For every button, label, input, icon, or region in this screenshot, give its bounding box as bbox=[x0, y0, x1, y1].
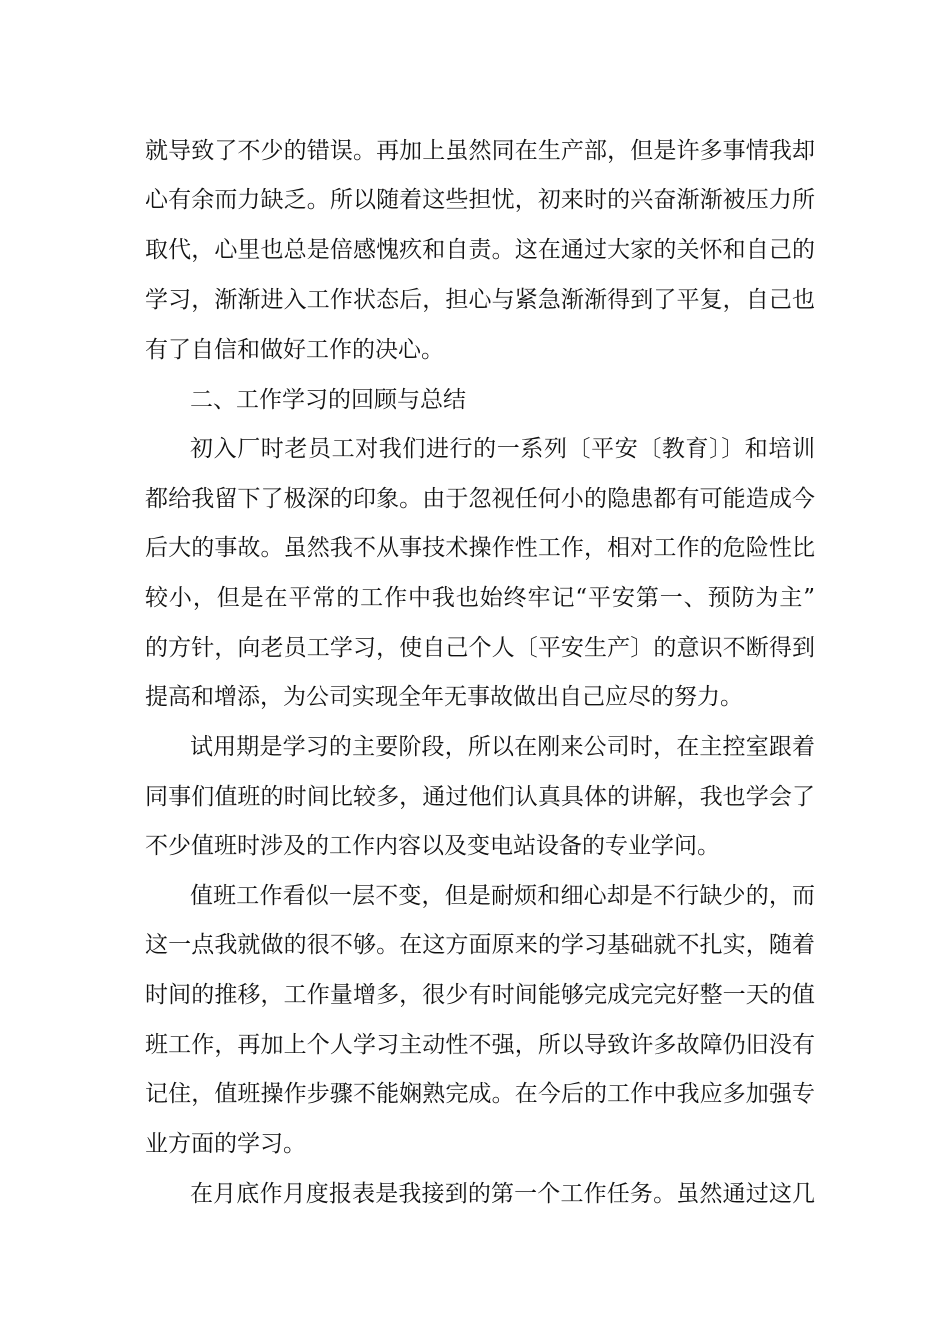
paragraph-line: 班工作，再加上个人学习主动性不强，所以导致许多故障仍旧没有 bbox=[145, 1032, 815, 1058]
paragraph-line: 试用期是学习的主要阶段，所以在刚来公司时，在主控室跟着 bbox=[190, 734, 815, 760]
paragraph-line: 记住，值班操作步骤不能娴熟完成。在今后的工作中我应多加强专 bbox=[145, 1081, 815, 1107]
paragraph-line: 有了自信和做好工作的决心。 bbox=[145, 337, 444, 363]
paragraph-line: 都给我留下了极深的印象。由于忽视任何小的隐患都有可能造成今 bbox=[145, 486, 815, 512]
paragraph-line: 就导致了不少的错误。再加上虽然同在生产部，但是许多事情我却 bbox=[145, 138, 815, 164]
paragraph-line: 初入厂时老员工对我们进行的一系列〔平安〔教育〕〕和培训 bbox=[190, 436, 815, 462]
paragraph-line: 这一点我就做的很不够。在这方面原来的学习基础就不扎实，随着 bbox=[145, 932, 815, 958]
paragraph-line: 不少值班时涉及的工作内容以及变电站设备的专业学问。 bbox=[145, 833, 720, 859]
paragraph-line: 的方针，向老员工学习，使自己个人〔平安生产〕的意识不断得到 bbox=[145, 635, 815, 661]
paragraph-line: 较小，但是在平常的工作中我也始终牢记“平安第一、预防为主” bbox=[145, 585, 815, 611]
paragraph-line: 在月底作月度报表是我接到的第一个工作任务。虽然通过这几 bbox=[190, 1181, 815, 1207]
paragraph-line: 同事们值班的时间比较多，通过他们认真具体的讲解，我也学会了 bbox=[145, 784, 815, 810]
paragraph-line: 值班工作看似一层不变，但是耐烦和细心却是不行缺少的，而 bbox=[190, 883, 815, 909]
paragraph-line: 取代，心里也总是倍感愧疚和自责。这在通过大家的关怀和自己的 bbox=[145, 237, 815, 263]
paragraph-line: 提高和增添，为公司实现全年无事故做出自己应尽的努力。 bbox=[145, 684, 743, 710]
paragraph-line: 心有余而力缺乏。所以随着这些担忧，初来时的兴奋渐渐被压力所 bbox=[145, 187, 815, 213]
section-heading: 二、工作学习的回顾与总结 bbox=[190, 387, 466, 413]
paragraph-line: 业方面的学习。 bbox=[145, 1131, 306, 1157]
paragraph-line: 时间的推移，工作量增多，很少有时间能够完成完完好整一天的值 bbox=[145, 982, 815, 1008]
paragraph-line: 后大的事故。虽然我不从事技术操作性工作，相对工作的危险性比 bbox=[145, 535, 815, 561]
paragraph-line: 学习，渐渐进入工作状态后，担心与紧急渐渐得到了平复，自己也 bbox=[145, 287, 815, 313]
